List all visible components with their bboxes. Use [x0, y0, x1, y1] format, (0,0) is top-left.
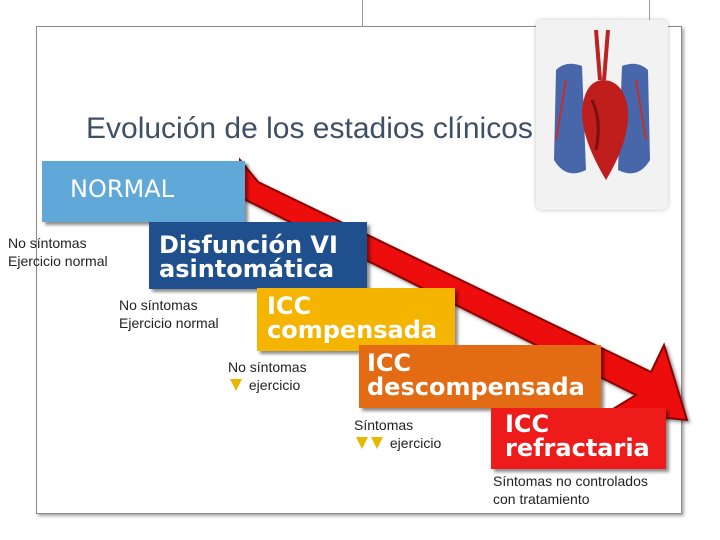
note-icc-refractaria — [493, 472, 648, 508]
stage-label: compensada — [267, 316, 438, 344]
note-line: ejercicio — [248, 377, 301, 393]
note-line: No síntomas — [8, 235, 87, 251]
note-line-with-arrow — [228, 376, 307, 394]
stage-label: refractaria — [505, 434, 650, 462]
heart-lungs-anatomy-icon — [536, 20, 668, 210]
note-line: Síntomas — [354, 417, 414, 433]
stage-disfuncion-vi — [149, 222, 367, 289]
note-normal — [8, 234, 108, 270]
stage-icc-descompensada — [359, 345, 601, 408]
down-arrow-icon — [371, 437, 383, 449]
stage-label: NORMAL — [70, 175, 175, 203]
stage-label: descompensada — [367, 373, 585, 401]
note-line: No síntomas — [119, 297, 198, 313]
note-line: Ejercicio normal — [8, 253, 108, 269]
stage-label: ICC — [505, 410, 550, 438]
stage-normal — [42, 161, 245, 222]
note-line: Ejercicio normal — [119, 315, 219, 331]
slide-title: Evolución de los estadios clínicos — [86, 112, 533, 145]
note-line: con tratamiento — [493, 491, 590, 507]
stage-label: ICC — [367, 349, 412, 377]
note-line: No síntomas — [228, 359, 307, 375]
note-line-with-arrow — [354, 434, 441, 452]
note-line: ejercicio — [389, 435, 442, 451]
stage-icc-compensada — [257, 288, 455, 351]
stage-label: asintomática — [159, 255, 335, 283]
note-icc-descompensada — [354, 416, 441, 452]
stage-label: Disfunción VI — [159, 231, 338, 259]
note-disfuncion-vi — [119, 296, 219, 332]
note-icc-compensada — [228, 358, 307, 394]
stage-icc-refractaria — [491, 408, 666, 469]
down-arrow-icon — [230, 379, 242, 391]
down-arrow-icon — [356, 437, 368, 449]
stage-label: ICC — [267, 292, 312, 320]
note-line: Síntomas no controlados — [493, 473, 648, 489]
